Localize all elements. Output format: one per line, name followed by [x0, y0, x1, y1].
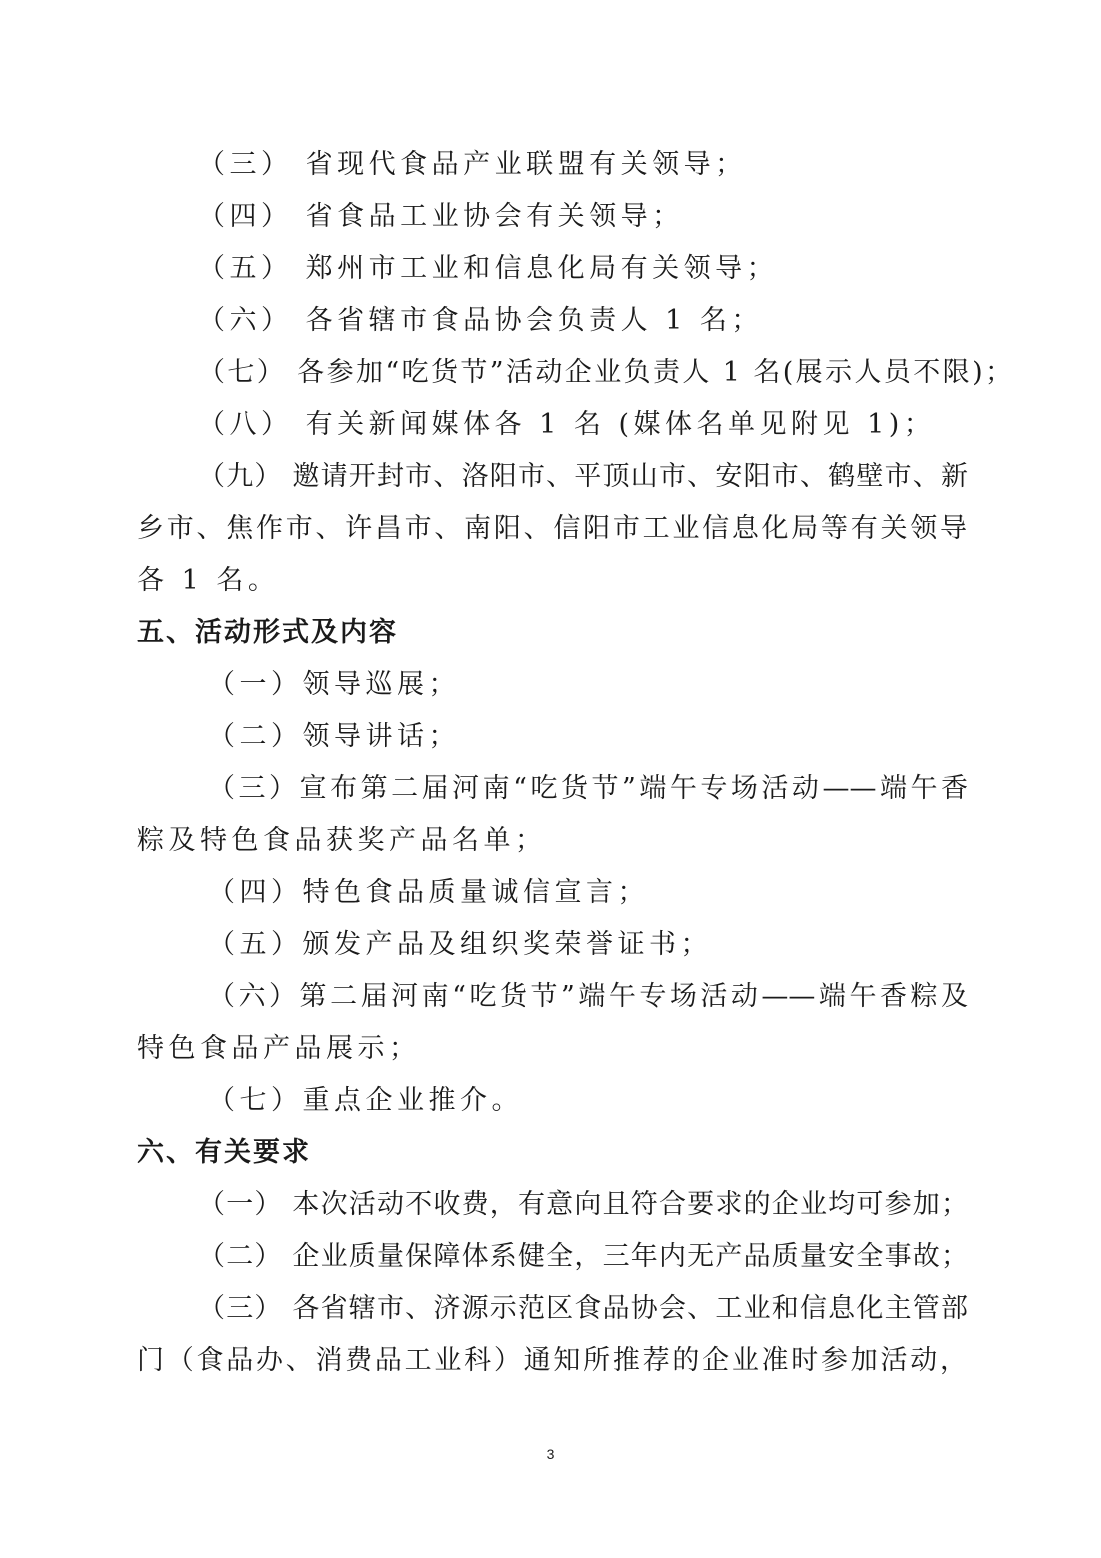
- activity-item-6-line-2: 特色食品产品展示；: [137, 1033, 421, 1064]
- activity-item-2: （二）领导讲话；: [208, 721, 460, 752]
- activity-item-7: （七）重点企业推介。: [208, 1085, 523, 1116]
- activity-item-3-line-2: 粽及特色食品获奖产品名单；: [137, 825, 547, 856]
- requirement-item-2: （二） 企业质量保障体系健全，三年内无产品质量安全事故；: [198, 1241, 968, 1272]
- attendee-item-9-line-1: （九） 邀请开封市、洛阳市、平顶山市、安阳市、鹤壁市、新: [198, 461, 968, 492]
- attendee-item-5: （五） 郑州市工业和信息化局有关领导；: [198, 253, 779, 284]
- attendee-item-8: （八） 有关新闻媒体各 1 名 (媒体名单见附见 1)；: [198, 409, 936, 440]
- attendee-item-9-line-3: 各 1 名。: [137, 565, 280, 596]
- page-number: 3: [546, 1446, 555, 1462]
- activity-item-3-line-1: （三）宣布第二届河南“吃货节”端午专场活动——端午香: [208, 773, 968, 804]
- attendee-item-7: （七） 各参加“吃货节”活动企业负责人 1 名(展示人员不限)；: [198, 357, 1015, 388]
- requirement-item-3-line-1: （三） 各省辖市、济源示范区食品协会、工业和信息化主管部: [198, 1293, 968, 1324]
- activity-item-4: （四）特色食品质量诚信宣言；: [208, 877, 649, 908]
- attendee-item-4: （四） 省食品工业协会有关领导；: [198, 201, 684, 232]
- attendee-item-3: （三） 省现代食品产业联盟有关领导；: [198, 149, 747, 180]
- section-6-heading: 六、有关要求: [137, 1137, 311, 1168]
- requirement-item-3-line-2: 门（食品办、消费品工业科）通知所推荐的企业准时参加活动，: [137, 1345, 967, 1376]
- activity-item-5: （五）颁发产品及组织奖荣誉证书；: [208, 929, 712, 960]
- section-5-heading: 五、活动形式及内容: [137, 617, 398, 648]
- activity-item-1: （一）领导巡展；: [208, 669, 460, 700]
- attendee-item-9-line-2: 乡市、焦作市、许昌市、南阳、信阳市工业信息化局等有关领导: [137, 513, 967, 544]
- attendee-item-6: （六） 各省辖市食品协会负责人 1 名；: [198, 305, 763, 336]
- activity-item-6-line-1: （六）第二届河南“吃货节”端午专场活动——端午香粽及: [208, 981, 968, 1012]
- requirement-item-1: （一） 本次活动不收费，有意向且符合要求的企业均可参加；: [198, 1189, 968, 1220]
